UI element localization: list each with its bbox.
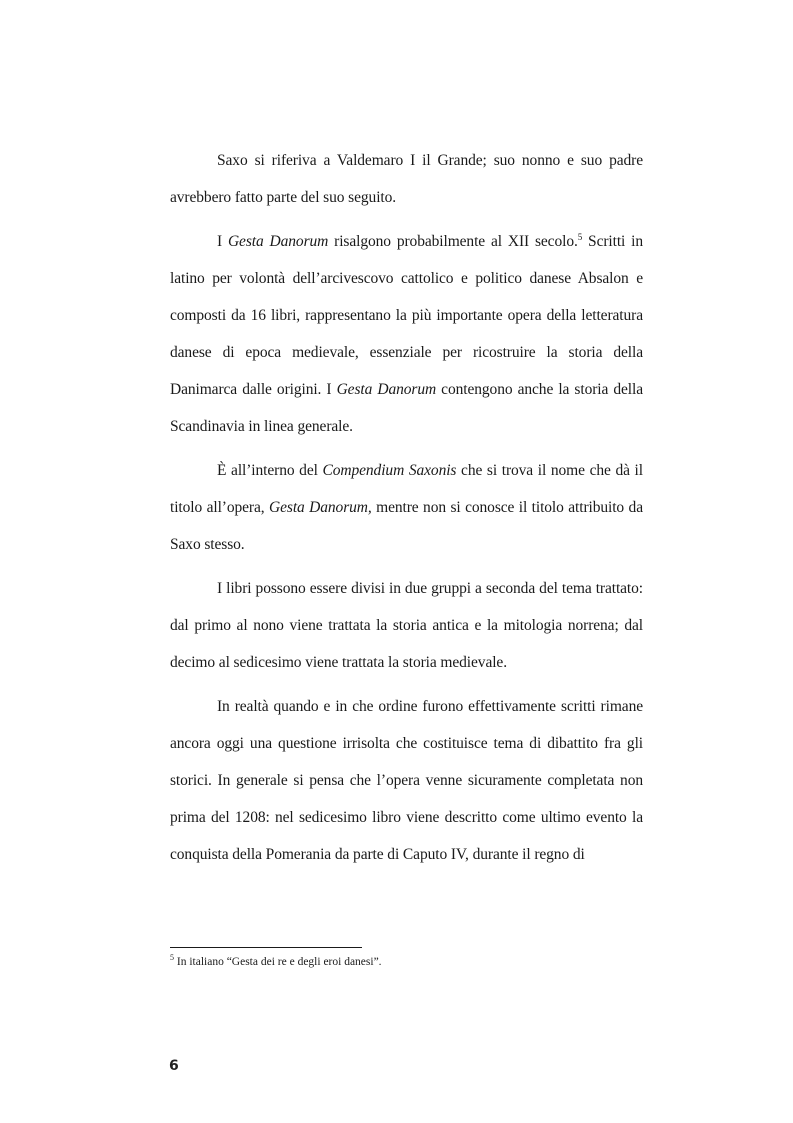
paragraph-text: I libri possono essere divisi in due gruppi a seconda del tema trattato: dal primo al nono viene trattata la storia antica e la mitologia norrena; dal decimo al sedicesimo viene trattata la storia medievale. bbox=[170, 580, 643, 671]
paragraph-text: È all’interno del bbox=[217, 462, 323, 479]
paragraph-1 bbox=[170, 142, 643, 216]
footnote bbox=[170, 955, 382, 969]
paragraph-3 bbox=[170, 452, 643, 563]
paragraph-text: che si trova il nome che dà il titolo all’opera, bbox=[170, 462, 643, 516]
paragraph-text: mentre non si conosce il titolo attribuito da Saxo stesso. bbox=[170, 499, 643, 553]
footnote-separator bbox=[170, 947, 362, 948]
body-text bbox=[170, 142, 643, 880]
paragraph-text: In realtà quando e in che ordine furono effettivamente scritti rimane ancora oggi una questione irrisolta che costituisce tema di dibattito fra gli storici. In generale si pensa che l’opera venne sicuramente completata non prima del 1208: nel sedicesimo libro viene descritto come ultimo evento la conquista della Pomerania da parte di Caputo IV, durante il regno di bbox=[170, 698, 643, 863]
title-gesta-danorum: Gesta Danorum, bbox=[269, 499, 372, 516]
page-number: 6 bbox=[169, 1058, 179, 1074]
paragraph-text: risalgono probabilmente al XII secolo. bbox=[328, 233, 578, 250]
footnote-reference[interactable]: 5 bbox=[577, 231, 583, 242]
paragraph-text: Saxo si riferiva a Valdemaro I il Grande; suo nonno e suo padre avrebbero fatto parte del suo seguito. bbox=[170, 152, 643, 206]
paragraph-5 bbox=[170, 688, 643, 873]
paragraph-text: Scritti in latino per volontà dell’arcivescovo cattolico e politico danese Absalon e composti da 16 libri, rappresentano la più importante opera della letteratura danese di epoca medievale, essenziale per ricostruire la storia della Danimarca dalle origini. I bbox=[170, 233, 643, 398]
title-gesta-danorum: Gesta Danorum bbox=[336, 381, 437, 398]
title-compendium-saxonis: Compendium Saxonis bbox=[322, 462, 457, 479]
title-gesta-danorum: Gesta Danorum bbox=[227, 233, 329, 250]
paragraph-text: contengono anche la storia della Scandinavia in linea generale. bbox=[170, 381, 643, 435]
paragraph-4 bbox=[170, 570, 643, 681]
paragraph-2 bbox=[170, 223, 643, 445]
footnote-number: 5 bbox=[170, 953, 174, 963]
paragraph-text: I bbox=[217, 233, 228, 250]
footnote-text: In italiano “Gesta dei re e degli eroi danesi”. bbox=[174, 956, 382, 968]
